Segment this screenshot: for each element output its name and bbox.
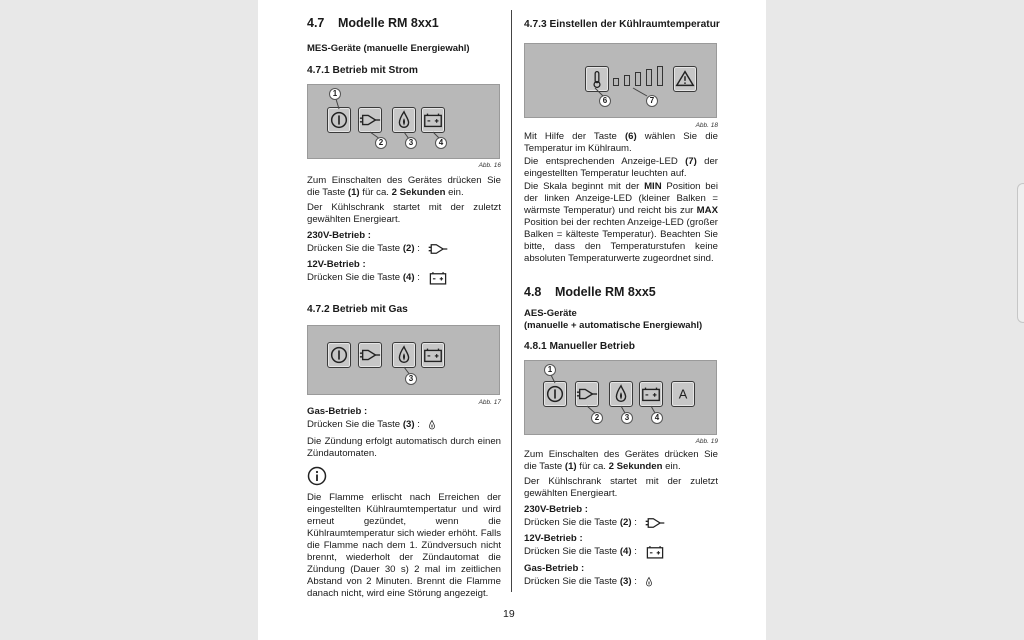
start-paragraph: Der Kühlschrank startet mit der zuletzt gewählten Energieart. [307,202,501,225]
gas-instruction [307,418,438,432]
text: ein. [445,187,464,198]
op-230v-label: 230V-Betrieb : [524,504,588,515]
section-title: Modelle RM 8xx5 [555,285,656,299]
section-4-7-heading [307,17,439,29]
text: Drücken Sie die Taste [524,576,620,587]
figure-16 [307,84,500,159]
gas-label: Gas-Betrieb : [307,406,368,417]
section-4-8-1-heading: 4.8.1 Manueller Betrieb [524,341,635,352]
text: Die entsprechenden Anzeige-LED [524,156,686,167]
callout-3: 3 [405,137,417,149]
text: für ca. [359,187,392,198]
section-number: 4.8 [524,285,542,299]
key-ref: (2) [619,517,632,528]
plug-icon [426,238,450,260]
text: Position bei der linken Anzeige-LED (kleiner Balken = wärmste Temperatur) und reicht bis zur [524,181,719,216]
text: Drücken Sie die Taste [524,517,620,528]
aes-subtitle: AES-Geräte [524,308,577,319]
section-4-7-1-heading: 4.7.1 Betrieb mit Strom [307,65,418,76]
text: für ca. [576,461,609,472]
section-number: 4.7 [307,16,325,30]
battery-icon [426,267,450,289]
mes-subtitle: MES-Geräte (manuelle Energiewahl) [307,43,470,54]
callout-1: 1 [544,364,556,376]
callout-3: 3 [405,373,417,385]
text: Drücken Sie die Taste [307,243,403,254]
callout-4: 4 [651,412,663,424]
key-ref: (1) [564,461,577,472]
battery-icon [643,541,667,563]
column-divider [511,10,512,592]
text: : [631,546,637,557]
op-12v-instruction [307,267,450,289]
flame-icon [643,575,655,589]
intro-paragraph [524,449,718,473]
section-4-8-heading [524,286,656,298]
start-paragraph: Der Kühlschrank startet mit der zuletzt gewählten Energieart. [524,476,718,499]
section-4-7-2-heading: 4.7.2 Betrieb mit Gas [307,304,408,315]
callout-3: 3 [621,412,633,424]
flame-note-paragraph: Die Flamme erlischt nach Erreichen der eingestellten Kühlraumtempertatur und wird erneut gezündet, wenn die Kühlraumtemperatur sich wieder erhöht. Falls die Flamme nach dem 1. Zündversuch nicht brennt, wiederholt der Zündautomat die Zündung (Dauer 30 s) 2 mal im zeitlichen Abstand von 2 Minuten. Brennt die Flamme danach nicht, wird eine Störung angezeigt. [307,492,501,599]
figure-caption: Abb. 18 [695,122,718,129]
temp-paragraph-1 [524,131,718,155]
duration: 2 Sekunden [608,461,663,472]
callout-leaders [308,326,501,396]
op-230v-label: 230V-Betrieb : [307,230,371,241]
text: Drücken Sie die Taste [307,272,403,283]
text: Drücken Sie die Taste [307,419,403,430]
plug-icon [643,512,667,534]
ignition-paragraph: Die Zündung erfolgt automatisch durch einen Zündautomaten. [307,436,501,459]
duration: 2 Sekunden [391,187,446,198]
text: wählen Sie die Temperatur im Kühlraum. [524,131,718,154]
text: : [414,272,420,283]
key-ref: (7) [685,156,697,167]
temp-paragraph-3 [524,181,718,265]
callout-2: 2 [375,137,387,149]
figure-17 [307,325,500,395]
op-12v-label: 12V-Betrieb : [307,259,366,270]
text: : [631,517,637,528]
temp-paragraph-2 [524,156,718,180]
text: : [414,243,420,254]
key-ref: (2) [402,243,415,254]
key-ref: (4) [619,546,632,557]
figure-caption: Abb. 16 [478,162,501,169]
text: : [414,419,420,430]
text: Zum Einschalten des Gerätes drücken Sie die Taste [307,175,501,198]
text: : [631,576,637,587]
flame-icon [426,418,438,432]
op-12v-label: 12V-Betrieb : [524,533,583,544]
text: Position bei der rechten Anzeige-LED (großer Balken = kälteste Temperatur). Beachten Sie bitte, dass den Temperaturstufen keine absoluten Temperaturwerte zugeordnet sind. [524,217,718,264]
text: ein. [662,461,681,472]
side-scroll-tab[interactable] [1017,183,1024,323]
key-ref: (3) [402,419,415,430]
text: Drücken Sie die Taste [524,546,620,557]
text: Zum Einschalten des Gerätes drücken Sie die Taste [524,449,718,472]
scale-max: MAX [696,205,718,216]
figure-19 [524,360,717,435]
callout-leaders [525,44,718,119]
page-number: 19 [503,608,515,620]
intro-paragraph [307,175,501,199]
key-ref: (6) [624,131,637,142]
callout-2: 2 [591,412,603,424]
scale-min: MIN [644,181,662,192]
gas-instruction [524,575,655,589]
key-ref: (3) [619,576,632,587]
text: Mit Hilfe der Taste [524,131,625,142]
text: Die Skala beginnt mit der [524,181,645,192]
callout-4: 4 [435,137,447,149]
figure-caption: Abb. 19 [695,438,718,445]
op-230v-instruction [524,512,667,534]
aes-subtitle-2: (manuelle + automatische Energiewahl) [524,320,703,331]
callout-6: 6 [599,95,611,107]
gas-label: Gas-Betrieb : [524,563,585,574]
section-title: Modelle RM 8xx1 [338,16,439,30]
op-12v-instruction [524,541,667,563]
figure-caption: Abb. 17 [478,399,501,406]
key-ref: (4) [402,272,415,283]
callout-1: 1 [329,88,341,100]
op-230v-instruction [307,238,450,260]
callout-7: 7 [646,95,658,107]
info-icon [307,466,327,486]
figure-18 [524,43,717,118]
section-4-7-3-heading: 4.7.3 Einstellen der Kühlraumtemperatur [524,19,720,30]
key-ref: (1) [347,187,360,198]
text: der eingestellten Temperatur leuchten auf. [524,156,718,179]
